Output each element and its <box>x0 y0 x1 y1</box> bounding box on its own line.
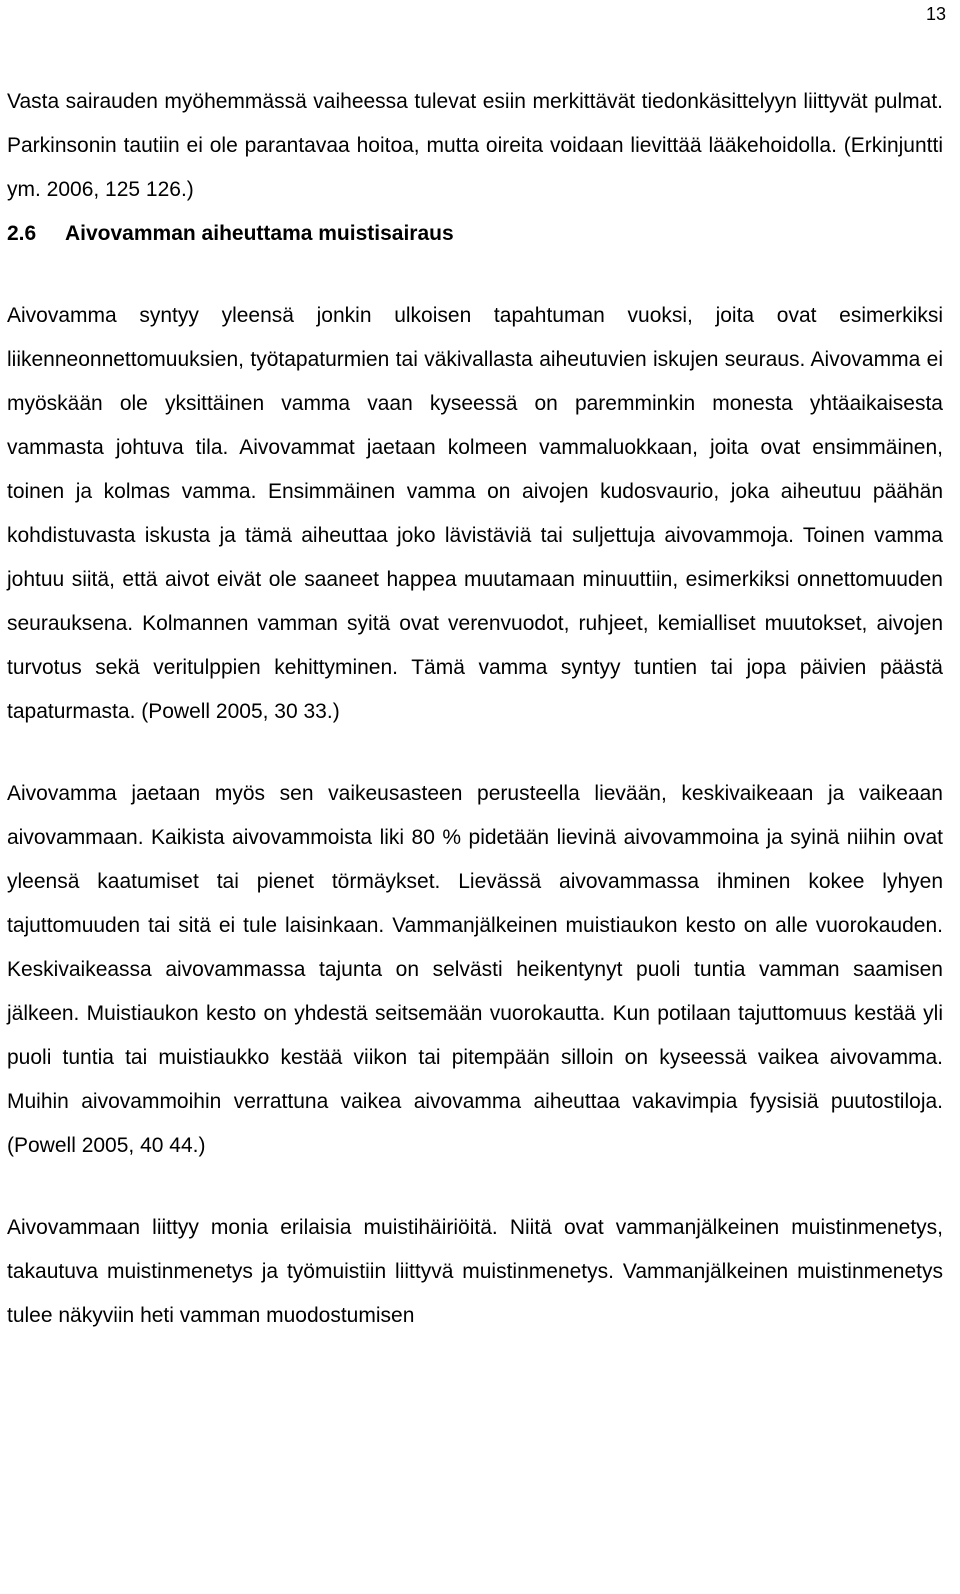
paragraph-severity: Aivovamma jaetaan myös sen vaikeusasteen perusteella lievään, keskivaikeaan ja vaikeaan aivovammaan. Kaikista aivovammoista liki 80 % pidetään lievinä aivovammoina ja syinä niihin ovat yleensä kaatumiset tai pienet törmäykset. Lievässä aivovammassa ihminen kokee lyhyen tajuttomuuden tai sitä ei tule laisinkaan. Vammanjälkeinen muistiaukon kesto on alle vuorokauden. Keskivaikeassa aivovammassa tajunta on selvästi heikentynyt puoli tuntia vamman saamisen jälkeen. Muistiaukon kesto on yhdestä seitsemään vuorokautta. Kun potilaan tajuttomuus kestää yli puoli tuntia tai muistiaukko kestää viikon tai pitempään silloin on kyseessä vaikea aivovamma. Muihin aivovammoihin verrattuna vaikea aivovamma aiheuttaa vakavimpia fyysisiä puutostiloja. (Powell 2005, 40 44.) <box>7 782 943 1157</box>
page-number: 13 <box>925 4 946 24</box>
section-title: Aivovamman aiheuttama muistisairaus <box>65 222 454 245</box>
section-heading <box>7 212 943 256</box>
paragraph-memory-disorders: Aivovammaan liittyy monia erilaisia muistihäiriöitä. Niitä ovat vammanjälkeinen muistinmenetys, takautuva muistinmenetys ja työmuistiin liittyvä muistinmenetys. Vammanjälkeinen muistinmenetys tulee näkyviin heti vamman muodostumisen <box>7 1216 943 1327</box>
document-body <box>7 80 943 1338</box>
paragraph-aivovamma-intro: Aivovamma syntyy yleensä jonkin ulkoisen tapahtuman vuoksi, joita ovat esimerkiksi liikenneonnettomuuksien, työtapaturmien tai väkivallasta aiheutuvien iskujen seuraus. Aivovamma ei myöskään ole yksittäinen vamma vaan kyseessä on paremminkin monesta yhtäaikaisesta vammasta johtuva tila. Aivovammat jaetaan kolmeen vammaluokkaan, joita ovat ensimmäinen, toinen ja kolmas vamma. Ensimmäinen vamma on aivojen kudosvaurio, joka aiheutuu päähän kohdistuvasta iskusta ja tämä aiheuttaa joko lävistäviä tai suljettuja aivovammoja. Toinen vamma johtuu siitä, että aivot eivät ole saaneet happea muutamaan minuuttiin, esimerkiksi onnettomuuden seurauksena. Kolmannen vamman syitä ovat verenvuodot, ruhjeet, kemialliset muutokset, aivojen turvotus sekä veritulppien kehittyminen. Tämä vamma syntyy tuntien tai jopa päivien päästä tapaturmasta. (Powell 2005, 30 33.) <box>7 304 943 723</box>
section-number: 2.6 <box>7 222 37 245</box>
paragraph-parkinson: Vasta sairauden myöhemmässä vaiheessa tulevat esiin merkittävät tiedonkäsittelyyn liittyvät pulmat. Parkinsonin tautiin ei ole parantavaa hoitoa, mutta oireita voidaan lievittää lääkehoidolla. (Erkinjuntti ym. 2006, 125 126.) <box>7 90 943 201</box>
